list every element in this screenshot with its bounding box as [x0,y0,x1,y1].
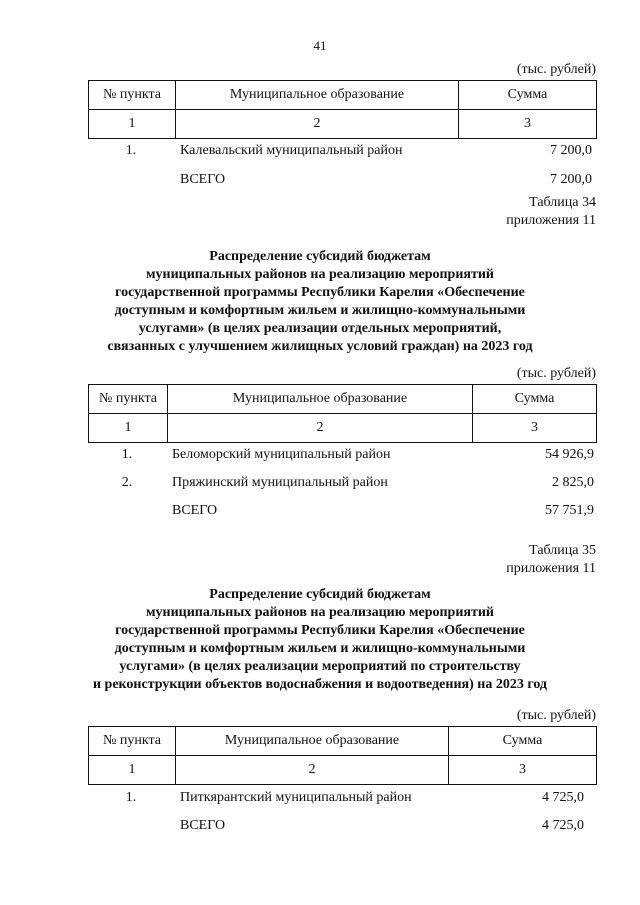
header-cell-municipality: Муниципальное образование [176,727,449,756]
row-amount: 54 926,9 [545,447,594,462]
total-amount: 4 725,0 [542,818,584,833]
column-number-1: 1 [89,414,168,443]
column-number-2: 2 [176,756,449,785]
header-cell-sum: Сумма [459,81,597,110]
header-cell-number: № пункта [89,727,176,756]
header-row [89,81,597,110]
column-number-3: 3 [473,414,597,443]
header-cell-municipality: Муниципальное образование [168,385,473,414]
title-line: связанных с улучшением жилищных условий граждан) на 2023 год [107,339,533,354]
title-line: услугами» (в целях реализации отдельных мероприятий, [138,321,502,336]
total-label: ВСЕГО [180,818,226,833]
column-number-1: 1 [89,756,176,785]
unit-label: (тыс. рублей) [516,62,596,77]
table-header [88,384,597,443]
section-title [0,586,640,694]
header-number-row [89,110,597,139]
table-header [88,726,597,785]
table-label [506,542,596,578]
header-cell-municipality: Муниципальное образование [176,81,459,110]
row-amount: 7 200,0 [550,143,592,158]
appendix-label: приложения 11 [506,561,596,576]
title-line: государственной программы Республики Карелия «Обеспечение [115,285,525,300]
total-label: ВСЕГО [172,503,218,518]
title-line: Распределение субсидий бюджетам [209,249,431,264]
title-line: и реконструкции объектов водоснабжения и водоотведения) на 2023 год [92,677,547,692]
row-municipality: Калевальский муниципальный район [180,143,403,158]
unit-label: (тыс. рублей) [516,708,596,723]
row-number: 1. [121,447,133,462]
column-number-2: 2 [168,414,473,443]
unit-label: (тыс. рублей) [516,366,596,381]
header-cell-sum: Сумма [449,727,597,756]
header-cell-sum: Сумма [473,385,597,414]
title-line: государственной программы Республики Карелия «Обеспечение [115,623,525,638]
row-municipality: Пряжинский муниципальный район [172,475,388,490]
column-number-3: 3 [449,756,597,785]
row-number: 1. [125,790,137,805]
table-number: Таблица 34 [529,195,596,210]
section-title [0,248,640,356]
row-amount: 2 825,0 [552,475,594,490]
header-row [89,727,597,756]
row-number: 2. [121,475,133,490]
total-label: ВСЕГО [180,172,226,187]
title-line: муниципальных районов на реализацию мероприятий [146,605,494,620]
header-cell-number: № пункта [89,385,168,414]
title-line: Распределение субсидий бюджетам [209,587,431,602]
header-number-row [89,756,597,785]
total-amount: 57 751,9 [545,503,594,518]
appendix-label: приложения 11 [506,213,596,228]
column-number-3: 3 [459,110,597,139]
title-line: доступным и комфортным жильем и жилищно-коммунальными [114,641,526,656]
header-row [89,385,597,414]
header-number-row [89,414,597,443]
table-label [506,194,596,230]
page-number: 41 [313,38,327,53]
header-cell-number: № пункта [89,81,176,110]
total-amount: 7 200,0 [550,172,592,187]
row-number: 1. [125,143,137,158]
column-number-1: 1 [89,110,176,139]
table-number: Таблица 35 [529,543,596,558]
row-amount: 4 725,0 [542,790,584,805]
row-municipality: Беломорский муниципальный район [172,447,391,462]
title-line: доступным и комфортным жильем и жилищно-коммунальными [114,303,526,318]
title-line: муниципальных районов на реализацию мероприятий [146,267,494,282]
row-municipality: Питкярантский муниципальный район [180,790,412,805]
table-header [88,80,597,139]
column-number-2: 2 [176,110,459,139]
title-line: услугами» (в целях реализации мероприятий по строительству [119,659,521,674]
